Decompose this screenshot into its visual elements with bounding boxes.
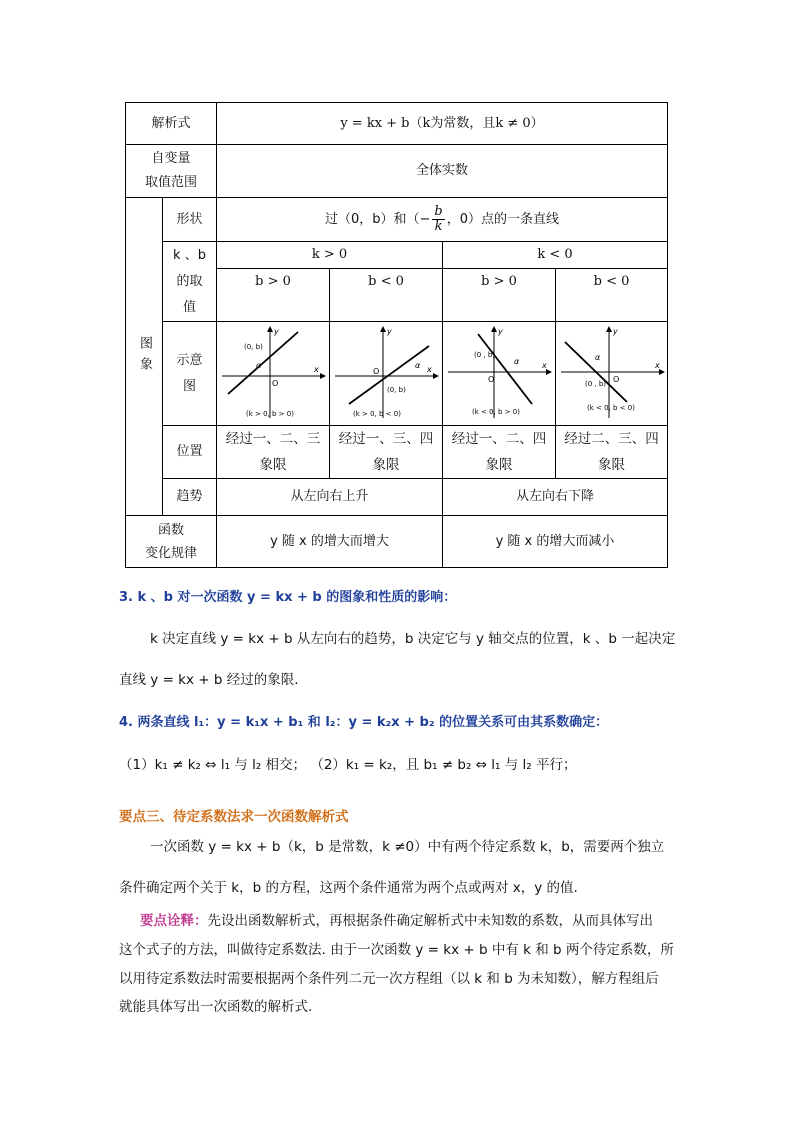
b-value-4: b < 0: [593, 274, 630, 289]
position-2-line1: 经过一、三、四: [338, 431, 434, 447]
shape-text-after: ，0）点的一条直线: [446, 211, 560, 227]
graph-k-pos-b-pos: [218, 324, 328, 424]
position-1-line2: 象限: [259, 457, 287, 473]
position-2: [330, 426, 442, 478]
origin-label: O: [488, 375, 495, 384]
position-3-line2: 象限: [485, 457, 513, 473]
change-k-pos: y 随 x 的增大而增大: [270, 533, 389, 549]
section-3-line1: k 决定直线 y = kx + b 从左向右的趋势，b 决定它与 y 轴交点的位置，k 、b 一起决定: [150, 631, 676, 647]
label-domain: [126, 145, 216, 197]
y-axis-label: y: [387, 327, 392, 336]
position-4-line1: 经过二、三、四: [564, 431, 659, 447]
intercept-label: (0, b): [244, 343, 263, 351]
b-value-3: b > 0: [481, 274, 517, 289]
graph-caption: (k > 0, b < 0): [353, 410, 401, 418]
note-line2: 这个式子的方法，叫做待定系数法. 由于一次函数 y = kx + b 中有 k 和 b 两个待定系数，所: [119, 942, 674, 958]
shape-content: [217, 198, 667, 241]
label-diagram-line2: 图: [182, 378, 196, 394]
graph-k-neg-b-pos: [444, 324, 554, 424]
label-trend: 趋势: [176, 489, 203, 504]
graph-caption: (k > 0, b > 0): [246, 410, 294, 418]
origin-label: O: [613, 375, 620, 384]
note-line3: 以用待定系数法时需要根据两个条件列二元一次方程组（以 k 和 b 为未知数），解方程组后: [119, 971, 659, 987]
k-negative-header: k < 0: [537, 247, 573, 262]
label-analytic: 解析式: [151, 115, 191, 131]
label-function-change: [126, 516, 216, 567]
y-axis-label: y: [274, 327, 279, 336]
keypoint-3-line2: 条件确定两个关于 k，b 的方程，这两个条件通常为两个点或两对 x，y 的值.: [119, 880, 578, 896]
x-axis-label: x: [314, 365, 319, 374]
label-diagram: [163, 322, 216, 425]
shape-text-before: 过（0，b）和（−: [324, 211, 431, 227]
graph-caption: (k < 0, b < 0): [587, 404, 635, 412]
intercept-label: (0, b): [387, 386, 406, 394]
alpha-label: α: [415, 361, 421, 370]
label-shape: 形状: [176, 211, 203, 227]
intercept-label: (0 , b): [474, 351, 496, 359]
change-k-neg: y 随 x 的增大而减小: [495, 533, 615, 549]
label-kb-values: [163, 242, 216, 321]
position-4-line2: 象限: [598, 457, 625, 473]
shape-fraction: [432, 205, 444, 234]
label-domain-line2: 取值范围: [144, 175, 197, 190]
trend-k-neg: 从左向右下降: [515, 489, 594, 504]
graph-k-pos-b-neg: [331, 324, 441, 424]
alpha-label: α: [514, 357, 520, 366]
section-3-heading: 3. k 、b 对一次函数 y = kx + b 的图象和性质的影响：: [119, 590, 457, 605]
keypoint-3-heading: 要点三、待定系数法求一次函数解析式: [119, 809, 349, 825]
note-line4: 就能具体写出一次函数的解析式.: [119, 999, 313, 1015]
graph-k-neg-b-neg: [557, 324, 667, 424]
fraction-denominator: k: [434, 219, 443, 234]
intercept-label: (0 , b): [585, 380, 607, 388]
b-value-1: b > 0: [255, 274, 291, 289]
label-domain-line1: 自变量: [151, 151, 191, 166]
graph-caption: (k < 0, b > 0): [472, 408, 520, 416]
alpha-label: α: [595, 353, 601, 362]
label-kb-line3: 值: [182, 299, 196, 315]
k-positive-header: k > 0: [311, 247, 348, 262]
y-axis-label: y: [498, 327, 503, 336]
keypoint-3-line1: 一次函数 y = kx + b（k，b 是常数，k ≠0）中有两个待定系数 k，b，需要两个独立: [150, 839, 665, 855]
origin-label: O: [272, 379, 279, 388]
section-4-heading: 4. 两条直线 l₁：y = k₁x + b₁ 和 l₂：y = k₂x + b₂ 的位置关系可由其系数确定：: [119, 715, 609, 730]
note-line1-wrapper: [140, 909, 653, 929]
label-kb-line1: k 、b: [173, 247, 206, 263]
fraction-numerator: b: [434, 204, 443, 219]
label-change-line1: 函数: [157, 522, 184, 538]
position-1: [217, 426, 329, 478]
label-kb-line2: 的取: [176, 273, 203, 289]
note-label: 要点诠释：: [140, 913, 208, 929]
label-position: 位置: [176, 444, 203, 459]
origin-label: O: [373, 367, 380, 376]
section-3-line2: 直线 y = kx + b 经过的象限.: [119, 672, 299, 688]
label-change-line2: 变化规律: [144, 545, 197, 561]
position-1-line1: 经过一、二、三: [225, 431, 321, 447]
x-axis-label: x: [427, 365, 432, 374]
trend-k-pos: 从左向右上升: [290, 489, 369, 504]
label-diagram-line1: 示意: [176, 352, 203, 368]
alpha-label: α: [256, 361, 262, 370]
position-2-line2: 象限: [372, 457, 400, 473]
note-line1: 先设出函数解析式，再根据条件确定解析式中未知数的系数，从而具体写出: [207, 913, 653, 929]
label-graph: 图象: [137, 335, 152, 378]
analytic-formula: y = kx + b（k为常数，且k ≠ 0）: [340, 115, 544, 131]
section-4-line1: （1）k₁ ≠ k₂ ⇔ l₁ 与 l₂ 相交； （2）k₁ = k₂，且 b₁ ≠ b₂ ⇔ l₁ 与 l₂ 平行；: [119, 757, 577, 773]
y-axis-label: y: [613, 327, 618, 336]
position-3-line1: 经过一、二、四: [451, 431, 547, 447]
position-3: [443, 426, 555, 478]
x-axis-label: x: [542, 361, 547, 370]
x-axis-label: x: [655, 361, 660, 370]
position-4: [556, 426, 667, 478]
b-value-2: b < 0: [368, 274, 404, 289]
domain-content: 全体实数: [415, 163, 468, 178]
